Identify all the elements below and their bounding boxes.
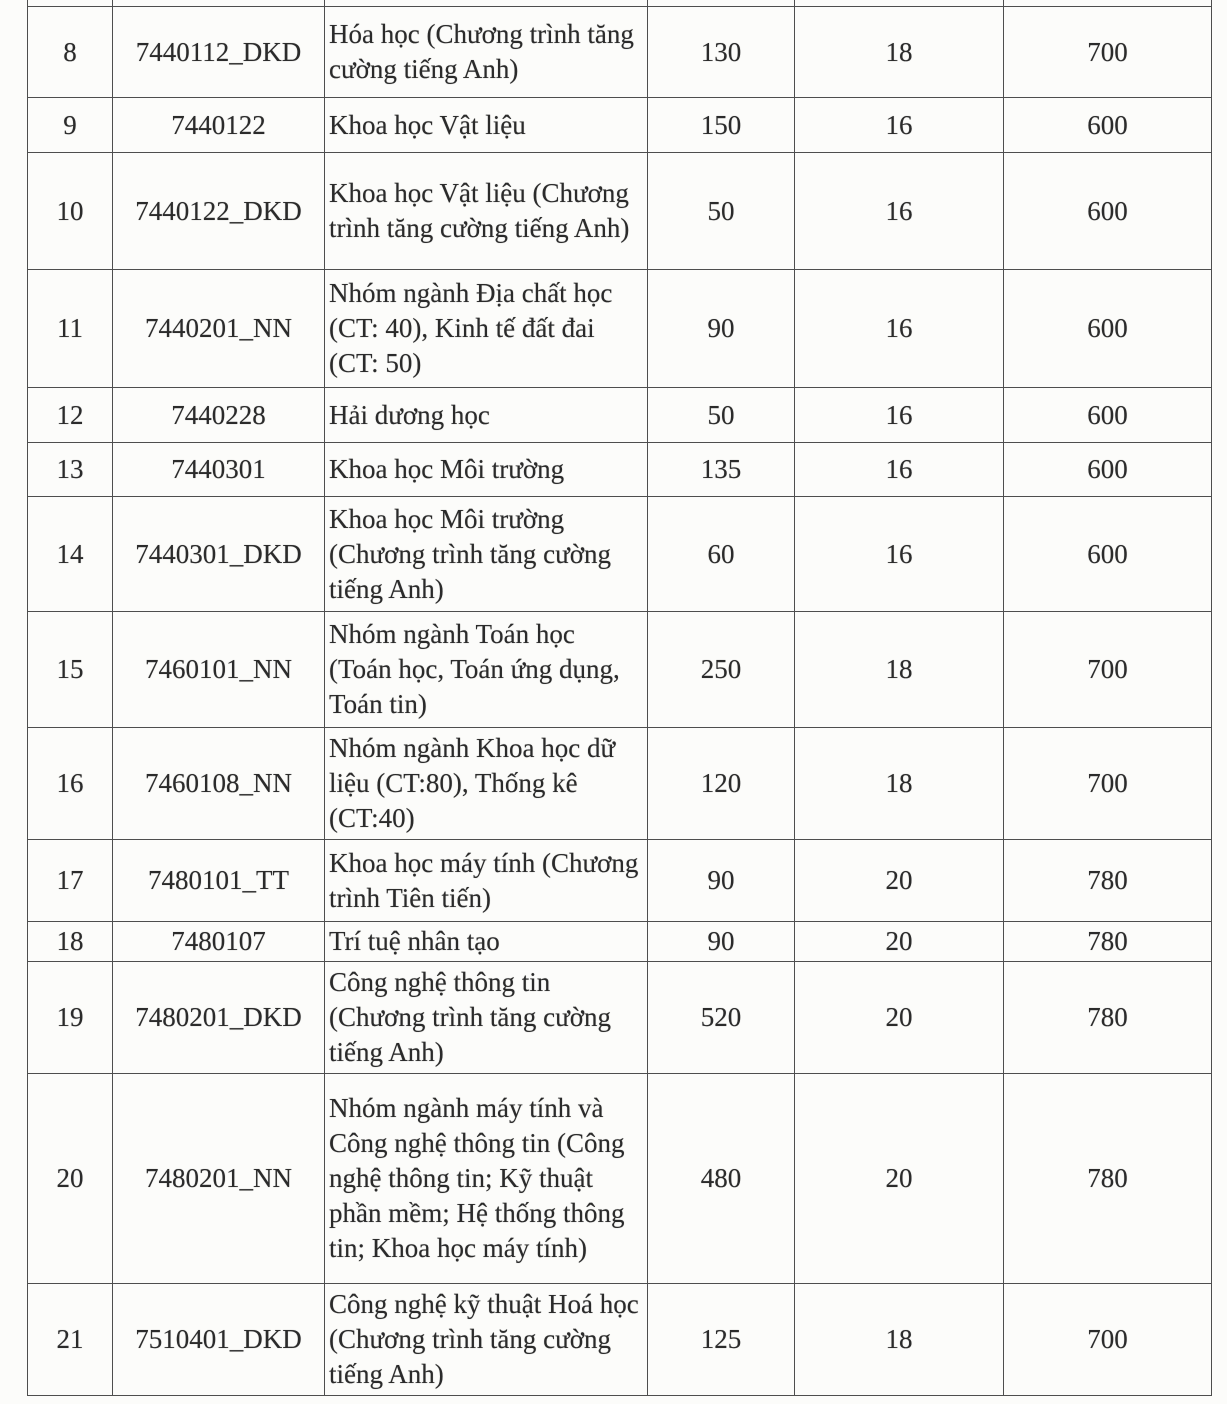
col6-value-cell: 780: [1004, 922, 1212, 962]
major-code-cell: 7480201_NN: [113, 1074, 325, 1284]
major-code-cell: 7440122_DKD: [113, 153, 325, 270]
col4-value-cell: 150: [648, 98, 795, 153]
table-row: [28, 98, 1212, 153]
col6-value-cell: 600: [1004, 443, 1212, 497]
major-code-cell: 7440122: [113, 98, 325, 153]
major-code-cell: 7460101_NN: [113, 612, 325, 728]
major-code-cell: 7440301_DKD: [113, 497, 325, 612]
col4-value-cell: 60: [648, 497, 795, 612]
major-code-cell: 7510401_DKD: [113, 1284, 325, 1396]
col5-value-cell: 16: [795, 443, 1004, 497]
table-row: [28, 497, 1212, 612]
table-row: [28, 962, 1212, 1074]
col6-value-cell: 700: [1004, 612, 1212, 728]
major-code-cell: 7440228: [113, 388, 325, 443]
col6-value-cell: 700: [1004, 728, 1212, 840]
table-row: [28, 388, 1212, 443]
table-row: [28, 7, 1212, 98]
row-number-cell: 12: [28, 388, 113, 443]
col5-value-cell: 20: [795, 962, 1004, 1074]
major-name-cell: Nhóm ngành máy tính và Công nghệ thông tin (Công nghệ thông tin; Kỹ thuật phần mềm; Hệ thống thông tin; Khoa học máy tính): [325, 1074, 648, 1284]
col5-value-cell: 20: [795, 840, 1004, 922]
table-row: [28, 153, 1212, 270]
major-code-cell: 7480107: [113, 922, 325, 962]
col6-value-cell: 600: [1004, 270, 1212, 388]
row-number-cell: 14: [28, 497, 113, 612]
table-body: [28, 0, 1212, 1396]
row-number-cell: 10: [28, 153, 113, 270]
major-name-cell: Công nghệ thông tin (Chương trình tăng cường tiếng Anh): [325, 962, 648, 1074]
col6-value-cell: 600: [1004, 388, 1212, 443]
col5-value-cell: 18: [795, 612, 1004, 728]
major-name-cell: Khoa học máy tính (Chương trình Tiên tiến): [325, 840, 648, 922]
major-name-cell: Khoa học Vật liệu (Chương trình tăng cường tiếng Anh): [325, 153, 648, 270]
col5-value-cell: 18: [795, 1284, 1004, 1396]
row-number-cell: 15: [28, 612, 113, 728]
row-number-cell: 13: [28, 443, 113, 497]
col5-value-cell: 20: [795, 1074, 1004, 1284]
row-number-cell: 8: [28, 7, 113, 98]
major-name-cell: Khoa học Vật liệu: [325, 98, 648, 153]
col5-value-cell: 16: [795, 497, 1004, 612]
table-row: [28, 922, 1212, 962]
col4-value-cell: 90: [648, 270, 795, 388]
col5-value-cell: 16: [795, 388, 1004, 443]
col6-value-cell: 600: [1004, 153, 1212, 270]
major-name-cell: Nhóm ngành Toán học (Toán học, Toán ứng dụng, Toán tin): [325, 612, 648, 728]
row-number-cell: 21: [28, 1284, 113, 1396]
table-row: [28, 612, 1212, 728]
col4-value-cell: 125: [648, 1284, 795, 1396]
row-number-cell: 20: [28, 1074, 113, 1284]
col6-value-cell: 700: [1004, 7, 1212, 98]
col4-value-cell: 135: [648, 443, 795, 497]
major-name-cell: Công nghệ kỹ thuật Hoá học (Chương trình tăng cường tiếng Anh): [325, 1284, 648, 1396]
col6-value-cell: 780: [1004, 840, 1212, 922]
row-number-cell: 11: [28, 270, 113, 388]
table-row: [28, 1284, 1212, 1396]
table-row: [28, 443, 1212, 497]
col5-value-cell: 18: [795, 7, 1004, 98]
col5-value-cell: 16: [795, 153, 1004, 270]
col4-value-cell: 250: [648, 612, 795, 728]
col5-value-cell: 18: [795, 728, 1004, 840]
major-name-cell: Hóa học (Chương trình tăng cường tiếng Anh): [325, 7, 648, 98]
col4-value-cell: 50: [648, 153, 795, 270]
col4-value-cell: 480: [648, 1074, 795, 1284]
major-name-cell: Trí tuệ nhân tạo: [325, 922, 648, 962]
col4-value-cell: 120: [648, 728, 795, 840]
col6-value-cell: 780: [1004, 962, 1212, 1074]
major-name-cell: Nhóm ngành Địa chất học (CT: 40), Kinh tế đất đai (CT: 50): [325, 270, 648, 388]
col4-value-cell: 90: [648, 840, 795, 922]
col6-value-cell: 600: [1004, 497, 1212, 612]
row-number-cell: 16: [28, 728, 113, 840]
col6-value-cell: 780: [1004, 1074, 1212, 1284]
col5-value-cell: 16: [795, 270, 1004, 388]
major-code-cell: 7480201_DKD: [113, 962, 325, 1074]
major-code-cell: 7440301: [113, 443, 325, 497]
col4-value-cell: 130: [648, 7, 795, 98]
major-code-cell: 7440201_NN: [113, 270, 325, 388]
row-number-cell: 19: [28, 962, 113, 1074]
col6-value-cell: 600: [1004, 98, 1212, 153]
table-row: [28, 1074, 1212, 1284]
admission-quota-table: [27, 0, 1212, 1396]
col6-value-cell: 700: [1004, 1284, 1212, 1396]
col5-value-cell: 20: [795, 922, 1004, 962]
row-number-cell: 18: [28, 922, 113, 962]
table-row: [28, 270, 1212, 388]
row-number-cell: 9: [28, 98, 113, 153]
col5-value-cell: 16: [795, 98, 1004, 153]
col4-value-cell: 90: [648, 922, 795, 962]
table-row: [28, 728, 1212, 840]
major-name-cell: Khoa học Môi trường: [325, 443, 648, 497]
major-code-cell: 7480101_TT: [113, 840, 325, 922]
col4-value-cell: 50: [648, 388, 795, 443]
major-name-cell: Hải dương học: [325, 388, 648, 443]
major-name-cell: Khoa học Môi trường (Chương trình tăng cường tiếng Anh): [325, 497, 648, 612]
col4-value-cell: 520: [648, 962, 795, 1074]
major-name-cell: Nhóm ngành Khoa học dữ liệu (CT:80), Thống kê (CT:40): [325, 728, 648, 840]
major-code-cell: 7460108_NN: [113, 728, 325, 840]
table-row: [28, 840, 1212, 922]
row-number-cell: 17: [28, 840, 113, 922]
major-code-cell: 7440112_DKD: [113, 7, 325, 98]
